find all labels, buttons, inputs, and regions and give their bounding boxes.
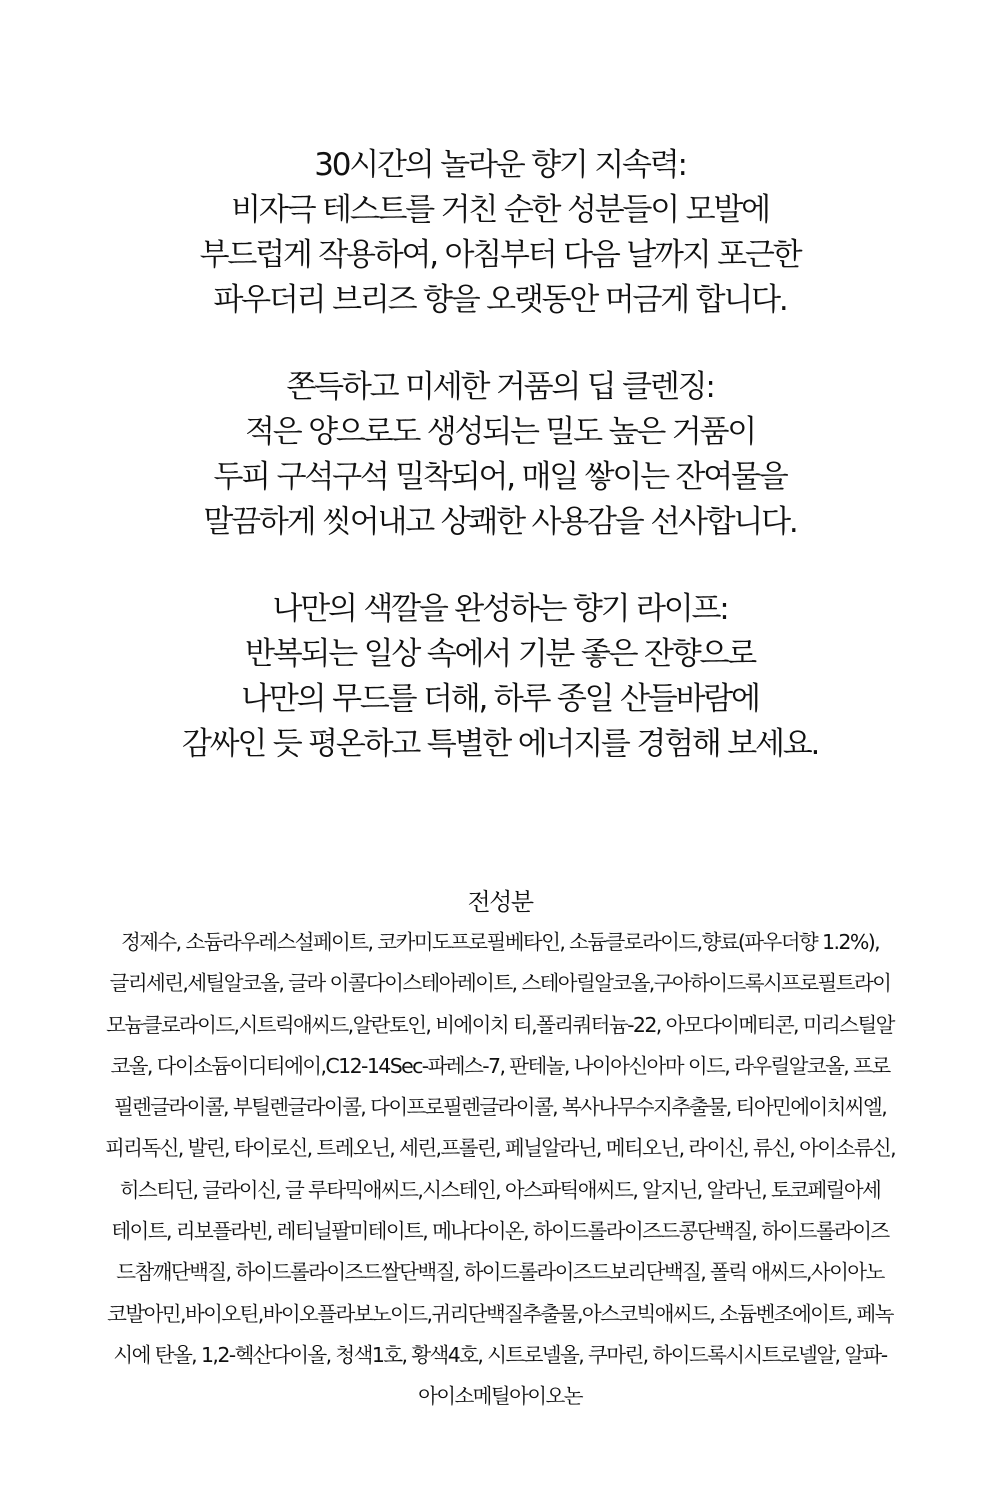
feature-text-line: 두피 구석구석 밀착되어, 매일 쌓이는 잔여물을 <box>213 459 787 495</box>
ingredients-section <box>40 882 960 1418</box>
feature-block-cleansing <box>0 365 1000 545</box>
feature-text-line: 부드럽게 작용하여, 아침부터 다음 날까지 포근한 <box>199 237 801 273</box>
feature-text-line: 나만의 무드를 더해, 하루 종일 산들바람에 <box>241 681 759 717</box>
ingredients-line: 글리세린,세틸알코올, 글라 이콜다이스테아레이트, 스테아릴알코올,구아하이드록시프로필트라이 <box>109 971 891 996</box>
feature-text-line: 감싸인 듯 평온하고 특별한 에너지를 경험해 보세요. <box>181 726 819 762</box>
ingredients-line: 시에 탄올, 1,2-헥산다이올, 청색1호, 황색4호, 시트로넬올, 쿠마린, 하이드록시시트로넬알, 알파- <box>113 1342 887 1367</box>
ingredients-line: 테이트, 리보플라빈, 레티닐팔미테이트, 메나다이온, 하이드롤라이즈드콩단백질, 하이드롤라이즈 <box>111 1219 889 1244</box>
feature-text-line: 적은 양으로도 생성되는 밀도 높은 거품이 <box>245 414 755 450</box>
feature-heading: 쫀득하고 미세한 거품의 딥 클렌징: <box>286 369 714 405</box>
feature-text-line: 파우더리 브리즈 향을 오랫동안 머금게 합니다. <box>213 282 787 318</box>
feature-heading: 30시간의 놀라운 향기 지속력: <box>314 147 686 183</box>
feature-text-line: 비자극 테스트를 거친 순한 성분들이 모발에 <box>231 192 769 228</box>
ingredients-line: 코올, 다이소듐이디티에이,C12-14Sec-파레스-7, 판테놀, 나이아신아마 이드, 라우릴알코올, 프로 <box>110 1053 890 1078</box>
ingredients-line: 드참깨단백질, 하이드롤라이즈드쌀단백질, 하이드롤라이즈드보리단백질, 폴릭 애씨드,사이아노 <box>116 1260 884 1285</box>
ingredients-title: 전성분 <box>467 888 533 916</box>
feature-block-fragrance <box>0 143 1000 323</box>
feature-text-line: 반복되는 일상 속에서 기분 좋은 잔향으로 <box>245 636 755 672</box>
ingredients-line: 아이소메틸아이오논 <box>418 1384 582 1409</box>
ingredients-line: 코발아민,바이오틴,바이오플라보노이드,귀리단백질추출물,아스코빅애씨드, 소듐벤조에이트, 페녹 <box>107 1301 893 1326</box>
feature-descriptions <box>0 143 1000 809</box>
ingredients-line: 정제수, 소듐라우레스설페이트, 코카미도프로필베타인, 소듐클로라이드,향료(파우더향 1.2%), <box>120 930 880 954</box>
ingredients-line: 히스티딘, 글라이신, 글 루타믹애씨드,시스테인, 아스파틱애씨드, 알지닌, 알라닌, 토코페릴아세 <box>119 1177 881 1202</box>
feature-text-line: 말끔하게 씻어내고 상쾌한 사용감을 선사합니다. <box>203 504 797 540</box>
feature-heading: 나만의 색깔을 완성하는 향기 라이프: <box>272 591 728 627</box>
feature-block-lifestyle <box>0 587 1000 767</box>
ingredients-line: 모늄클로라이드,시트릭애씨드,알란토인, 비에이치 티,폴리쿼터늄-22, 아모다이메티콘, 미리스틸알 <box>106 1012 894 1037</box>
ingredients-line: 피리독신, 발린, 타이로신, 트레오닌, 세린,프롤린, 페닐알라닌, 메티오닌, 라이신, 류신, 아이소류신, <box>104 1136 896 1161</box>
ingredients-line: 필렌글라이콜, 부틸렌글라이콜, 다이프로필렌글라이콜, 복사나무수지추출물, 티아민에이치씨엘, <box>113 1095 887 1120</box>
